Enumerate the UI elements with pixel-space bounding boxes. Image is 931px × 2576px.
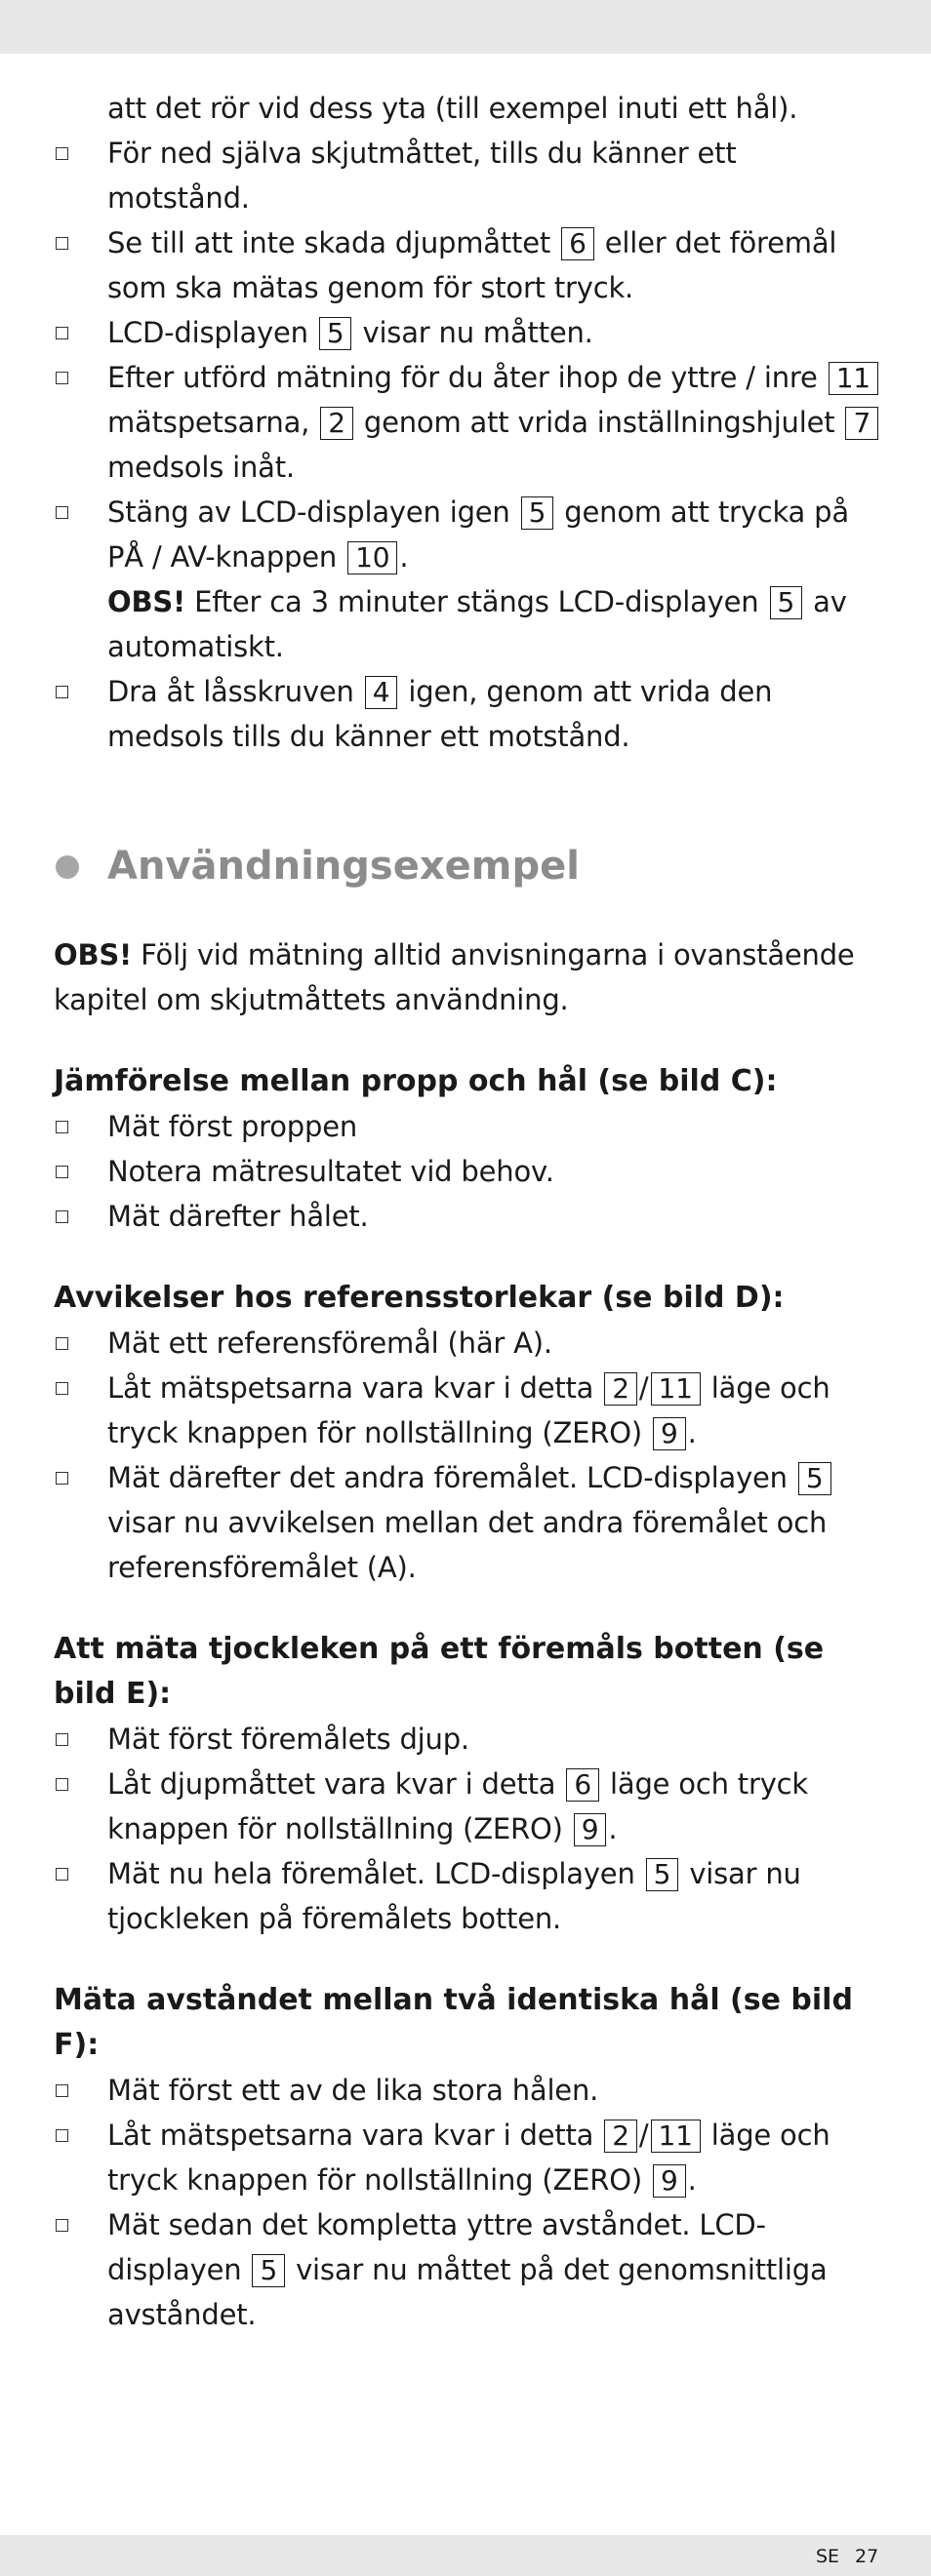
checkbox-icon: [56, 1121, 68, 1133]
checkbox-icon: [56, 1210, 68, 1223]
page-number: 27: [855, 2546, 879, 2567]
reference-number: 11: [651, 1372, 701, 1406]
list-item: Låt mätspetsarna vara kvar i detta 2 / 11 läge och tryck knappen för nollställning (ZERO) 9 .: [54, 1366, 883, 1455]
checkbox-icon: [56, 237, 68, 250]
subheading-f: Mäta avståndet mellan två identiska hål (se bild F):: [54, 1983, 853, 2062]
list-item: Mät först ett av de lika stora hålen.: [54, 2068, 883, 2113]
checkbox-icon: [56, 1472, 68, 1485]
list-item: Låt mätspetsarna vara kvar i detta 2 / 11 läge och tryck knappen för nollställning (ZERO) 9 .: [54, 2113, 883, 2202]
reference-number: 11: [829, 362, 878, 395]
checkbox-icon: [56, 1166, 68, 1178]
reference-number: 6: [561, 227, 594, 260]
list-item: Stäng av LCD-displayen igen 5 genom att trycka på PÅ / AV-knappen 10 .: [54, 490, 883, 579]
reference-number: 2: [604, 2120, 637, 2153]
obs-paragraph: OBS! Följ vid mätning alltid anvisningarna i ovanstående kapitel om skjutmåttets användning.: [54, 938, 855, 1016]
reference-number: 6: [566, 1768, 599, 1802]
checkbox-icon: [56, 1733, 68, 1746]
note-text: OBS! Efter ca 3 minuter stängs LCD-displayen 5 av automatiskt.: [107, 585, 847, 663]
language-code: SE: [816, 2546, 840, 2567]
continuation-text: att det rör vid dess yta (till exempel inuti ett hål).: [107, 92, 798, 125]
list-item: Mät först föremålets djup.: [54, 1717, 883, 1762]
bullet-dot-icon: [56, 855, 79, 879]
obs-label: OBS!: [54, 938, 133, 971]
reference-number: 11: [651, 2120, 701, 2153]
list-item: Mät först proppen: [54, 1104, 883, 1149]
reference-number: 5: [319, 317, 352, 350]
checkbox-icon: [56, 1868, 68, 1881]
checkbox-icon: [56, 686, 68, 698]
checkbox-icon: [56, 372, 68, 384]
list-item: Notera mätresultatet vid behov.: [54, 1149, 883, 1194]
reference-number: 4: [365, 676, 398, 709]
reference-number: 10: [347, 541, 397, 575]
checkbox-icon: [56, 506, 68, 519]
note-label: OBS!: [107, 585, 186, 618]
reference-number: 9: [653, 2164, 686, 2198]
checkbox-icon: [56, 327, 68, 339]
checkbox-icon: [56, 2219, 68, 2232]
page-footer: [0, 2535, 931, 2576]
list-item: Mät därefter hålet.: [54, 1194, 883, 1239]
checkbox-icon: [56, 1382, 68, 1395]
reference-number: 5: [646, 1858, 679, 1891]
list-item: För ned själva skjutmåttet, tills du känner ett motstånd.: [54, 131, 883, 220]
list-item: Dra åt låsskruven 4 igen, genom att vrida den medsols tills du känner ett motstånd.: [54, 669, 883, 759]
checkbox-icon: [56, 2129, 68, 2142]
list-item: Mät ett referensföremål (här A).: [54, 1321, 883, 1366]
checkbox-icon: [56, 147, 68, 160]
list-item: Mät därefter det andra föremålet. LCD-displayen 5 visar nu avvikelsen mellan det andra föremålet och referensföremålet (A).: [54, 1455, 883, 1590]
reference-number: 5: [798, 1462, 831, 1495]
list-item: Efter utförd mätning för du åter ihop de yttre / inre 11 mätspetsarna, 2 genom att vrida inställningshjulet 7 medsols inåt.: [54, 355, 883, 490]
list-item: LCD-displayen 5 visar nu måtten.: [54, 310, 883, 355]
list-item: Låt djupmåttet vara kvar i detta 6 läge och tryck knappen för nollställning (ZERO) 9 .: [54, 1762, 883, 1851]
list-item: Mät sedan det kompletta yttre avståndet. LCD-displayen 5 visar nu måttet på det genomsnittliga avståndet.: [54, 2202, 883, 2337]
checkbox-icon: [56, 1337, 68, 1350]
reference-number: 5: [252, 2254, 285, 2287]
subheading-d: Avvikelser hos referensstorlekar (se bild D):: [54, 1281, 785, 1315]
checkbox-icon: [56, 1778, 68, 1791]
list-item: Mät nu hela föremålet. LCD-displayen 5 visar nu tjockleken på föremålets botten.: [54, 1851, 883, 1941]
reference-number: 5: [521, 496, 554, 530]
subheading-e: Att mäta tjockleken på ett föremåls botten (se bild E):: [54, 1632, 825, 1711]
reference-number: 2: [604, 1372, 637, 1406]
reference-number: 9: [653, 1417, 686, 1450]
reference-number: 9: [574, 1813, 607, 1846]
list-item: Se till att inte skada djupmåttet 6 eller det föremål som ska mätas genom för stort tryck.: [54, 220, 883, 310]
checkbox-icon: [56, 2084, 68, 2097]
reference-number: 5: [770, 586, 803, 619]
section-title: Användningsexempel: [54, 837, 883, 895]
subheading-c: Jämförelse mellan propp och hål (se bild C):: [54, 1064, 778, 1098]
document-page: [54, 86, 883, 2337]
top-band: [0, 0, 931, 54]
reference-number: 2: [320, 407, 353, 440]
reference-number: 7: [845, 407, 878, 440]
